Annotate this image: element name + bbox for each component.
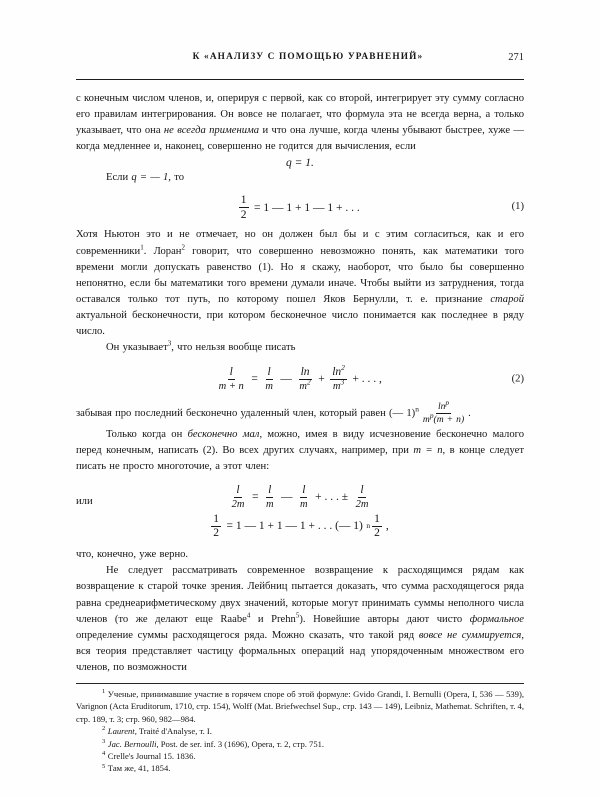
- equation-1-fraction: [239, 194, 249, 221]
- equation-3-term-3-denominator: m: [300, 498, 308, 510]
- lead-in-tail: то: [170, 172, 184, 184]
- paragraph-2: [76, 227, 524, 340]
- equation-3-term-3: [298, 484, 310, 510]
- lead-in-math: q = — 1,: [131, 172, 171, 184]
- paragraph-7-text-d: определение суммы расходящегося ряда. Можно сказать, что такой ряд: [76, 629, 419, 641]
- footnote-ref-3[interactable]: 3: [167, 339, 172, 348]
- paragraph-4-fraction-denominator: $m^p(m + n)$: [422, 410, 465, 425]
- equation-2-minus: —: [280, 373, 292, 386]
- footnote-5: [76, 762, 524, 774]
- display-equation-1: [76, 192, 524, 222]
- header-rule: [76, 79, 524, 80]
- footnote-2-author: Laurent: [107, 726, 135, 737]
- paragraph-1-text-b: и что она лучше, когда члены убывают быстрее, хуже — когда медленнее и, наконец, совершенно не годится для вычисления, если: [76, 125, 524, 153]
- or-label: или: [76, 496, 93, 508]
- paragraph-3: [76, 340, 524, 356]
- paragraph-1: [76, 91, 524, 155]
- paragraph-1-text-a: с конечным числом членов, и, оперируя с первой, как со второй, интегрирует эту сумму согласно его правилам интегрирования. Он вовсе не полагает, что формула эта не всегда верна, а только указывает, что она: [76, 93, 524, 137]
- paragraph-4-fraction: [421, 398, 466, 425]
- paragraph-6: что, конечно, уже верно.: [76, 549, 189, 561]
- equation-1-denominator: 2: [240, 208, 247, 221]
- paragraph-7-emphasis-2: вовсе не суммируется: [418, 629, 522, 641]
- equation-q-expression: q = 1.: [286, 157, 314, 170]
- equation-3-term-4: [354, 484, 371, 510]
- display-equation-4: $\frac{1}{2}$ = 1 — 1 + 1 — 1 + . . . (— 1) n $\frac{1}{2}$ ,: [213, 512, 389, 540]
- equation-2-term-2: [263, 366, 275, 392]
- lead-in-word: Если: [106, 172, 132, 184]
- paragraph-7-emphasis-1: формальное: [469, 613, 524, 625]
- equation-3-term-2: [264, 484, 276, 510]
- paragraph-2-text-d: актуальной бесконечности, при котором бесконечное число понимается как последнее в ряду число.: [76, 309, 524, 338]
- paragraph-2-text-c: говорит, что совершенно невозможно понять, как математики того времени могли допускать равенство (1). Но я скажу, наоборот, что было бы совершенно непонятно, если бы математики того времени думали иначе. Чтобы выйти из затруднения, тогда оставался только тот путь, по которому пошел Яков Бернулли, т. е. признание: [76, 245, 524, 305]
- equation-1-numerator: 1: [240, 194, 247, 207]
- equation-2-term-1-numerator: l: [229, 366, 233, 379]
- equation-2-term-4: [330, 363, 347, 392]
- footnote-4-mark: 4: [102, 750, 106, 758]
- equation-2-number: (2): [511, 373, 524, 385]
- lead-in-line: [76, 170, 524, 186]
- paragraph-2-text-a: Хотя Ньютон это и не отмечает, но он должен был бы и с этим согласиться, как и его современники: [76, 229, 524, 257]
- paragraph-5-emphasis: бесконечно мал: [187, 428, 260, 440]
- footnote-3-author: Jac. Bernoulli: [107, 738, 157, 749]
- footnote-3: [76, 738, 524, 750]
- equation-2-plus: +: [318, 373, 325, 386]
- paragraph-7-text-a: Не следует рассматривать современное возвращение к расходящимся рядам как возвращение к старой точке зрения. Лейбниц пытается доказать, что сумма расходящегося ряда равна среднеарифметическому двух значений, которые могут принимать суммы неполного числа членов (то же делают еще Raabe: [76, 565, 524, 625]
- display-equation-3: [76, 482, 524, 512]
- footnote-1: [76, 688, 524, 725]
- paragraph-1-emphasis: не всегда применима: [163, 125, 260, 137]
- running-head-title: К «АНАЛИЗУ С ПОМОЩЬЮ УРАВНЕНИЙ»: [192, 52, 424, 62]
- equation-3-term-1: [230, 484, 247, 510]
- footnote-block: [76, 688, 524, 775]
- equation-2-term-3: [297, 366, 312, 392]
- page-content: [76, 52, 524, 775]
- paragraph-5-text-b: , можно, имея в виду исчезновение бесконечно малого перед конечным, написать (2). Во всех других случаях, например, при: [76, 428, 524, 457]
- paragraph-4-text: забывая про последний бесконечно удаленный член, который равен (— 1): [76, 408, 416, 420]
- equation-4-lhs-fraction: [211, 513, 221, 540]
- equation-2-term-4-numerator: $\ln^2$: [332, 363, 345, 379]
- equation-2-term-3-numerator: ln: [300, 366, 310, 379]
- footnote-2-text: , Traité d'Analyse, т. I.: [134, 726, 212, 737]
- footnote-3-mark: 3: [102, 737, 106, 745]
- equation-2-tail: + . . . ,: [352, 373, 382, 386]
- equation-3-equals: =: [251, 491, 259, 504]
- equation-4-rhs: = 1 — 1 + 1 — 1 + . . . (— 1): [226, 520, 363, 533]
- equation-3-term-3-numerator: l: [302, 484, 306, 497]
- equation-3-term-2-denominator: m: [265, 498, 274, 510]
- footnote-4: [76, 750, 524, 762]
- paragraph-2-text-b: . Лоран: [143, 245, 182, 257]
- equation-1-rhs: = 1 — 1 + 1 — 1 + . . .: [254, 201, 360, 214]
- equation-1-number: (1): [511, 201, 524, 213]
- equation-3-term-4-numerator: l: [360, 484, 364, 497]
- equation-3-minus: —: [281, 491, 293, 504]
- equation-2-term-1-denominator: m + n: [218, 380, 244, 392]
- equation-2-term-4-denominator: $m^3$: [332, 377, 345, 392]
- equation-4-tail: ,: [385, 520, 389, 533]
- page-number: 271: [508, 52, 524, 63]
- paragraph-5: [76, 427, 524, 475]
- paragraph-4-fraction-numerator: $\ln^p$: [437, 398, 450, 413]
- paragraph-7-text-c: ). Новейшие авторы дают чисто: [299, 613, 470, 625]
- paragraph-7: [76, 563, 524, 676]
- paragraph-5-text-c: , в конце следует писать не просто многоточие, а этот член:: [76, 445, 524, 473]
- equation-2-term-2-denominator: m: [265, 380, 273, 392]
- equation-4-rhs-fraction: [372, 513, 382, 540]
- footnote-5-text: Там же, 41, 1854.: [107, 763, 171, 774]
- footnote-ref-2[interactable]: 2: [181, 243, 185, 252]
- footnote-1-mark: 1: [102, 688, 106, 696]
- paragraph-7-text-b: и Prehn: [250, 613, 296, 625]
- equation-4-rhs-denominator: 2: [374, 527, 380, 540]
- footnote-2-mark: 2: [102, 725, 106, 733]
- footnote-ref-1[interactable]: 1: [140, 243, 144, 252]
- equation-4-lhs-numerator: 1: [213, 512, 220, 525]
- paragraph-4-period: .: [468, 408, 471, 420]
- equation-2-term-2-numerator: l: [267, 366, 271, 379]
- footnote-ref-5[interactable]: 5: [295, 611, 300, 620]
- paragraph-4-exponent: n: [415, 404, 419, 414]
- equation-3-term-4-denominator: 2m: [355, 498, 369, 510]
- footnote-separator: [76, 683, 524, 684]
- equation-2-equals: =: [251, 373, 258, 386]
- equation-2-term-3-denominator: $m^2$: [299, 377, 311, 392]
- paragraph-4: [76, 398, 524, 425]
- equation-4-lhs-denominator: 2: [213, 527, 220, 540]
- paragraph-5-text-a: Только когда он: [106, 428, 188, 440]
- display-equation-q: [76, 157, 524, 169]
- equation-3-term-1-numerator: l: [236, 484, 240, 497]
- equation-4-rhs-numerator: 1: [374, 512, 380, 525]
- equation-3-term-2-numerator: l: [268, 484, 272, 497]
- running-head: [76, 52, 524, 74]
- footnote-4-text: Crelle's Journal 15. 1836.: [107, 751, 196, 761]
- footnote-5-mark: 5: [102, 762, 106, 770]
- paragraph-3-text-b: , что нельзя вообще писать: [171, 342, 296, 354]
- footnote-ref-4[interactable]: 4: [246, 611, 251, 620]
- paragraph-3-text-a: Он указывает: [106, 342, 168, 354]
- display-equation-2: [76, 363, 524, 395]
- equation-3-plus-dots: + . . . ±: [315, 491, 349, 504]
- paragraph-2-emphasis: старой: [490, 293, 524, 305]
- equation-3-term-1-denominator: 2m: [231, 498, 245, 510]
- paragraph-5-math: m = n: [413, 445, 443, 457]
- equation-2-term-1: [217, 366, 246, 392]
- footnote-2: [76, 725, 524, 737]
- footnote-1-text: Ученые, принимавшие участие в горячем споре об этой формуле: Gvido Grandi, I. Bernulli (Opera, I, 536 — 539), Varignon (Acta Eruditorum, 1710, стр. 154), Wolff (Mat. Briefwechsel Sup., стр. 143 — 149), Leibniz, Mathemat. Schriften, т. 4, стр. 189, т. 3; стр. 960, 982—984.: [76, 688, 525, 724]
- paragraph-7-text-e: , вся теория представляет частицу формальных операций над упорядоченным множеством его членов, по возможности: [76, 629, 524, 673]
- footnote-3-text: , Post. de ser. inf. 3 (1696), Opera, т. 2, стр. 751.: [156, 738, 325, 749]
